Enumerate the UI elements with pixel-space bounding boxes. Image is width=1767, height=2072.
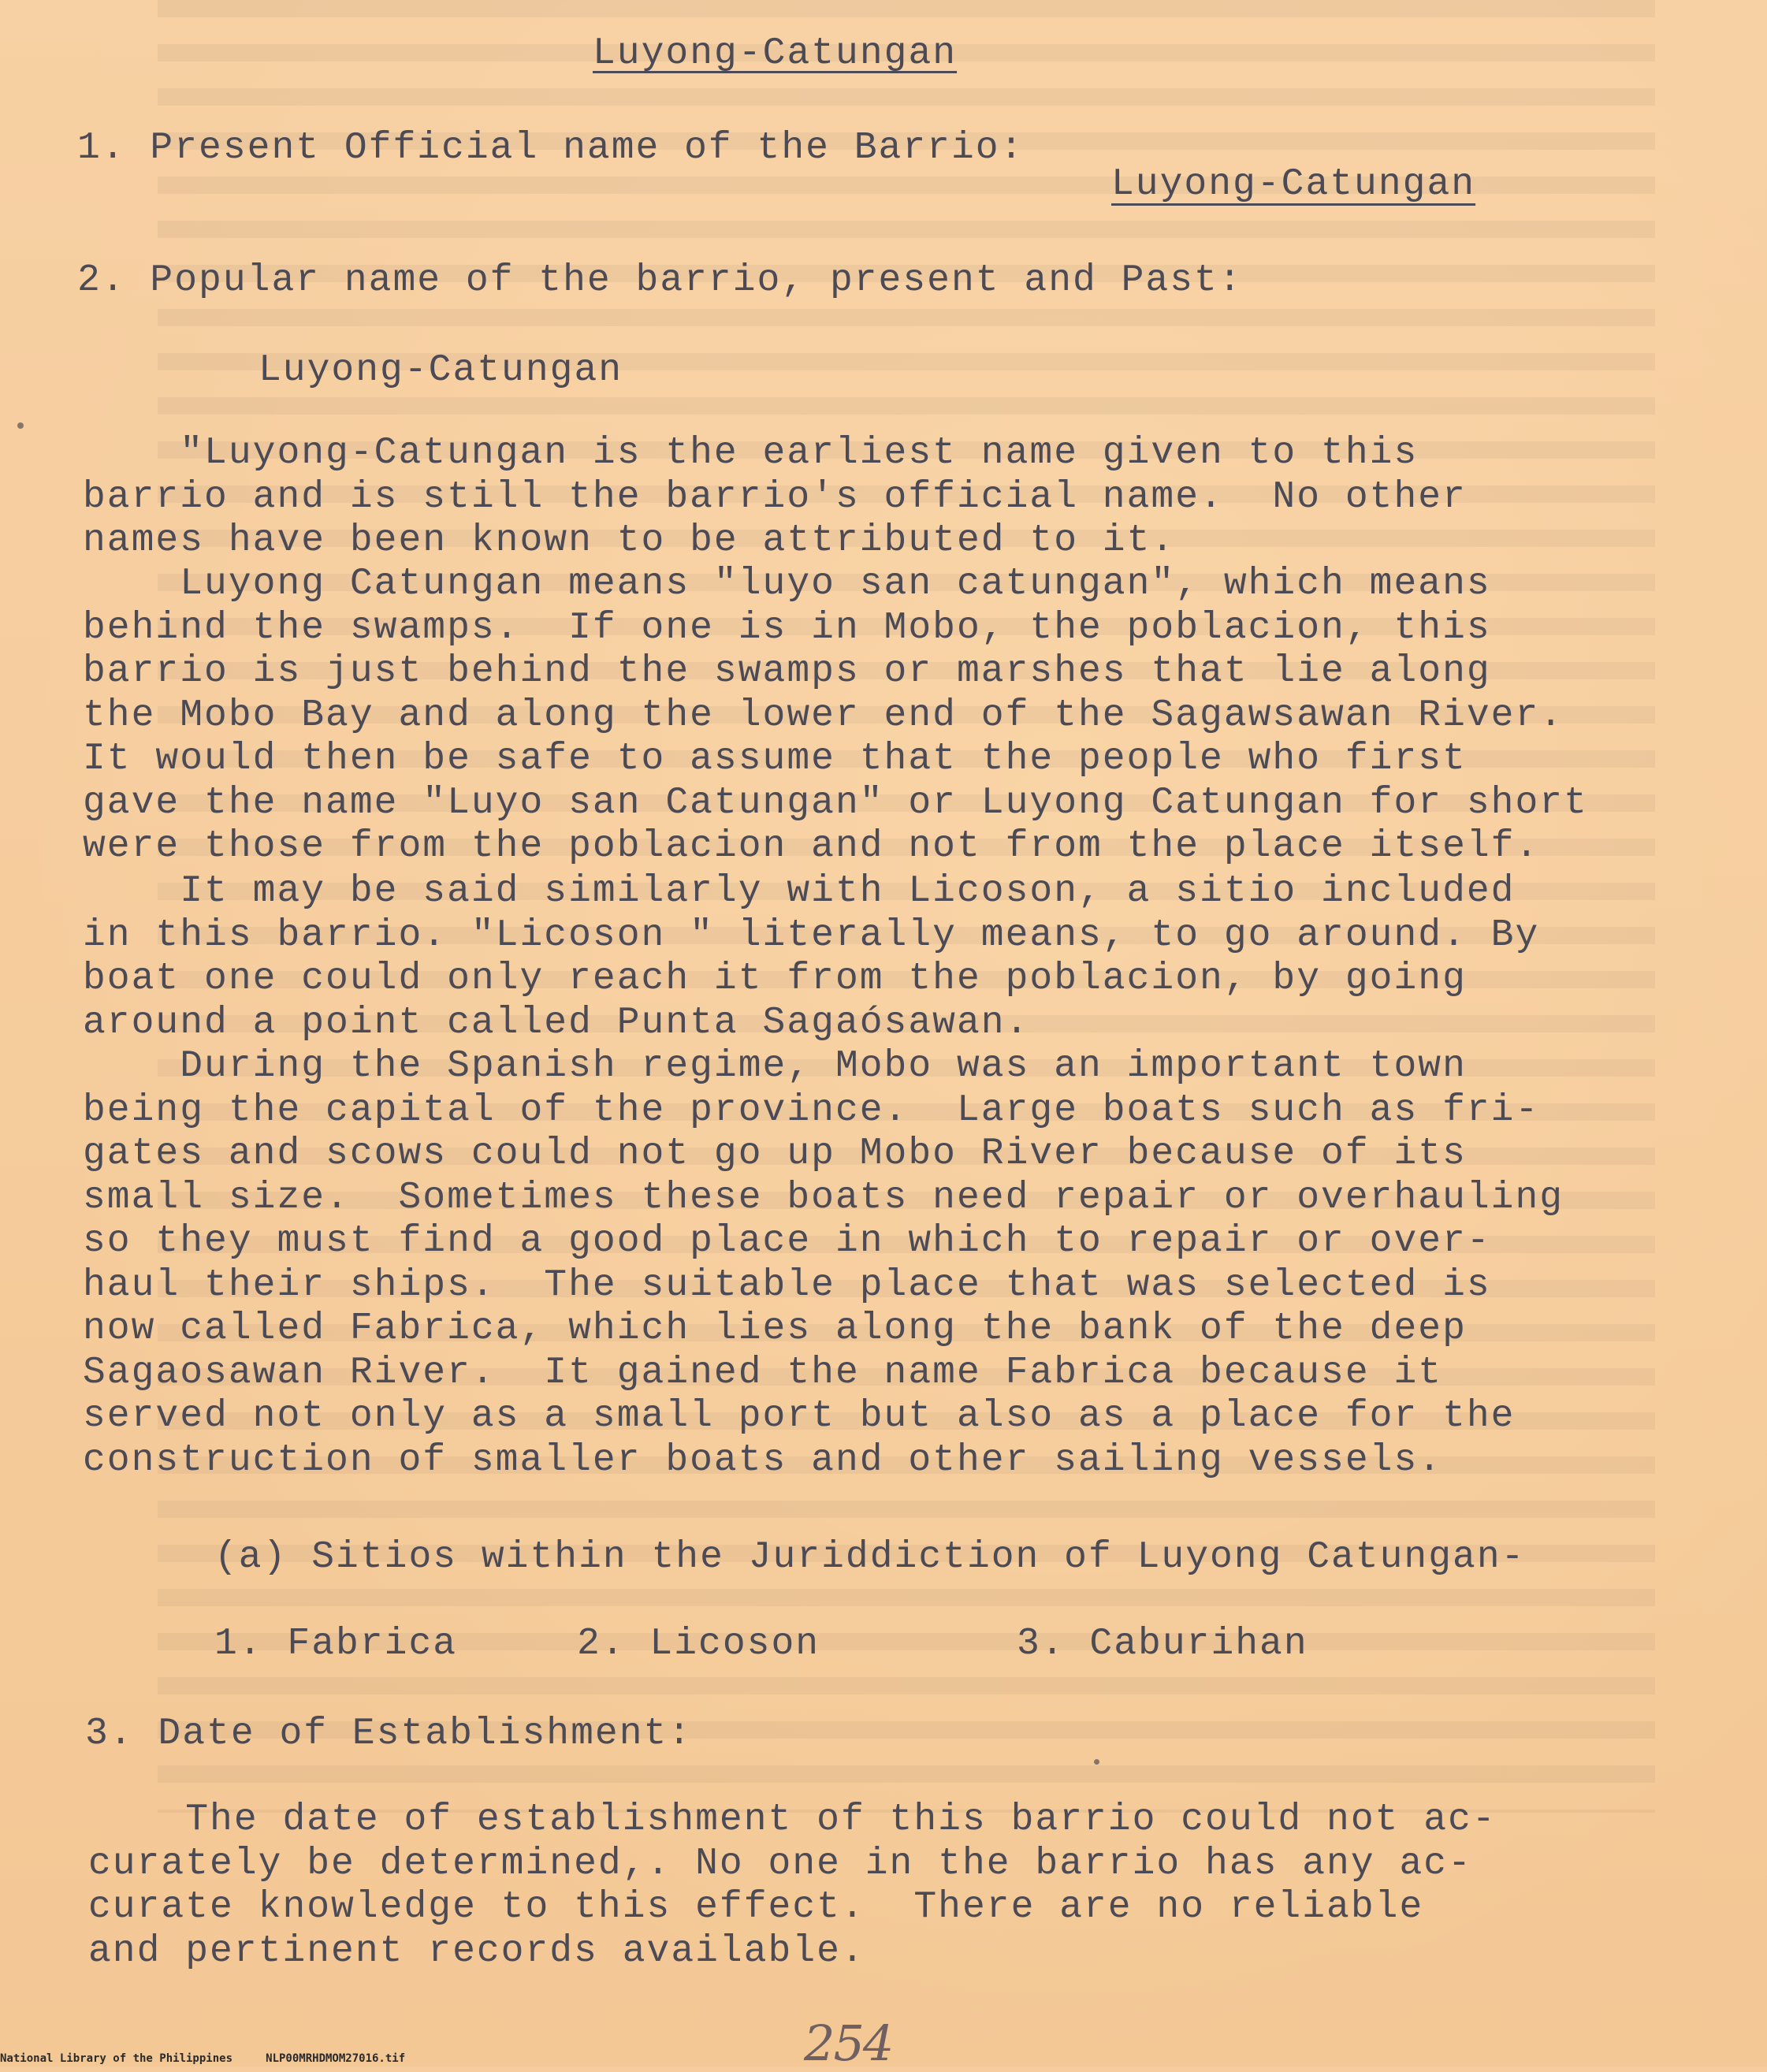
paragraph-4: During the Spanish regime, Mobo was an important town being the capital of the province. Large boats such as fri- gates and scows could not go up Mobo River because of its small size. Sometimes these boats need repair or overhauling so they must find a good place in which to repair or over- haul their ships. The suitable place that was selected is now called Fabrica, which lies along the bank of the deep Sagaosawan River. It gained the name Fabrica because it served not only as a small port but also as a place for the construction of smaller boats and other sailing vessels. xyxy=(83,1045,1564,1482)
item-1-label: 1. Present Official name of the Barrio: xyxy=(77,127,1025,169)
item-1-value: Luyong-Catungan xyxy=(1111,163,1476,206)
item-3-label: 3. Date of Establishment: xyxy=(85,1713,693,1755)
sitio-item: 3. Caburihan xyxy=(1017,1623,1308,1665)
item-2-value: Luyong-Catungan xyxy=(259,349,623,392)
ink-speck xyxy=(1094,1759,1099,1765)
document-title: Luyong-Catungan xyxy=(593,32,958,75)
archive-footer: National Library of the Philippines NLP00MRHDMOM27016.tif xyxy=(0,2052,406,2065)
sitio-item: 2. Licoson xyxy=(577,1623,820,1665)
paragraph-5: The date of establishment of this barrio could not ac- curately be determined,. No one in the barrio has any ac- curate knowledge to this effect. There are no reliable and pertinent records available. xyxy=(88,1799,1497,1973)
paragraph-3: It may be said similarly with Licoson, a sitio included in this barrio. "Licoson " literally means, to go around. By boat one could only reach it from the poblacion, by going around a point called Punta Sagaósawan. xyxy=(83,870,1540,1044)
sitio-item: 1. Fabrica xyxy=(214,1623,458,1665)
item-2-label: 2. Popular name of the barrio, present and Past: xyxy=(77,259,1243,302)
paragraph-1: "Luyong-Catungan is the earliest name given to this barrio and is still the barrio's official name. No other names have been known to be attributed to it. xyxy=(83,432,1467,562)
paragraph-2: Luyong Catungan means "luyo san catungan", which means behind the swamps. If one is in Mobo, the poblacion, this barrio is just behind the swamps or marshes that lie along the Mobo Bay and along the lower end of the Sagawsawan River. It would then be safe to assume that the people who first gave the name "Luyo san Catungan" or Luyong Catungan for short were those from the poblacion and not from the place itself. xyxy=(83,563,1588,868)
ink-speck xyxy=(17,422,24,429)
sitios-heading: (a) Sitios within the Juriddiction of Luyong Catungan- xyxy=(214,1536,1526,1579)
page-number: 254 xyxy=(804,2014,893,2072)
